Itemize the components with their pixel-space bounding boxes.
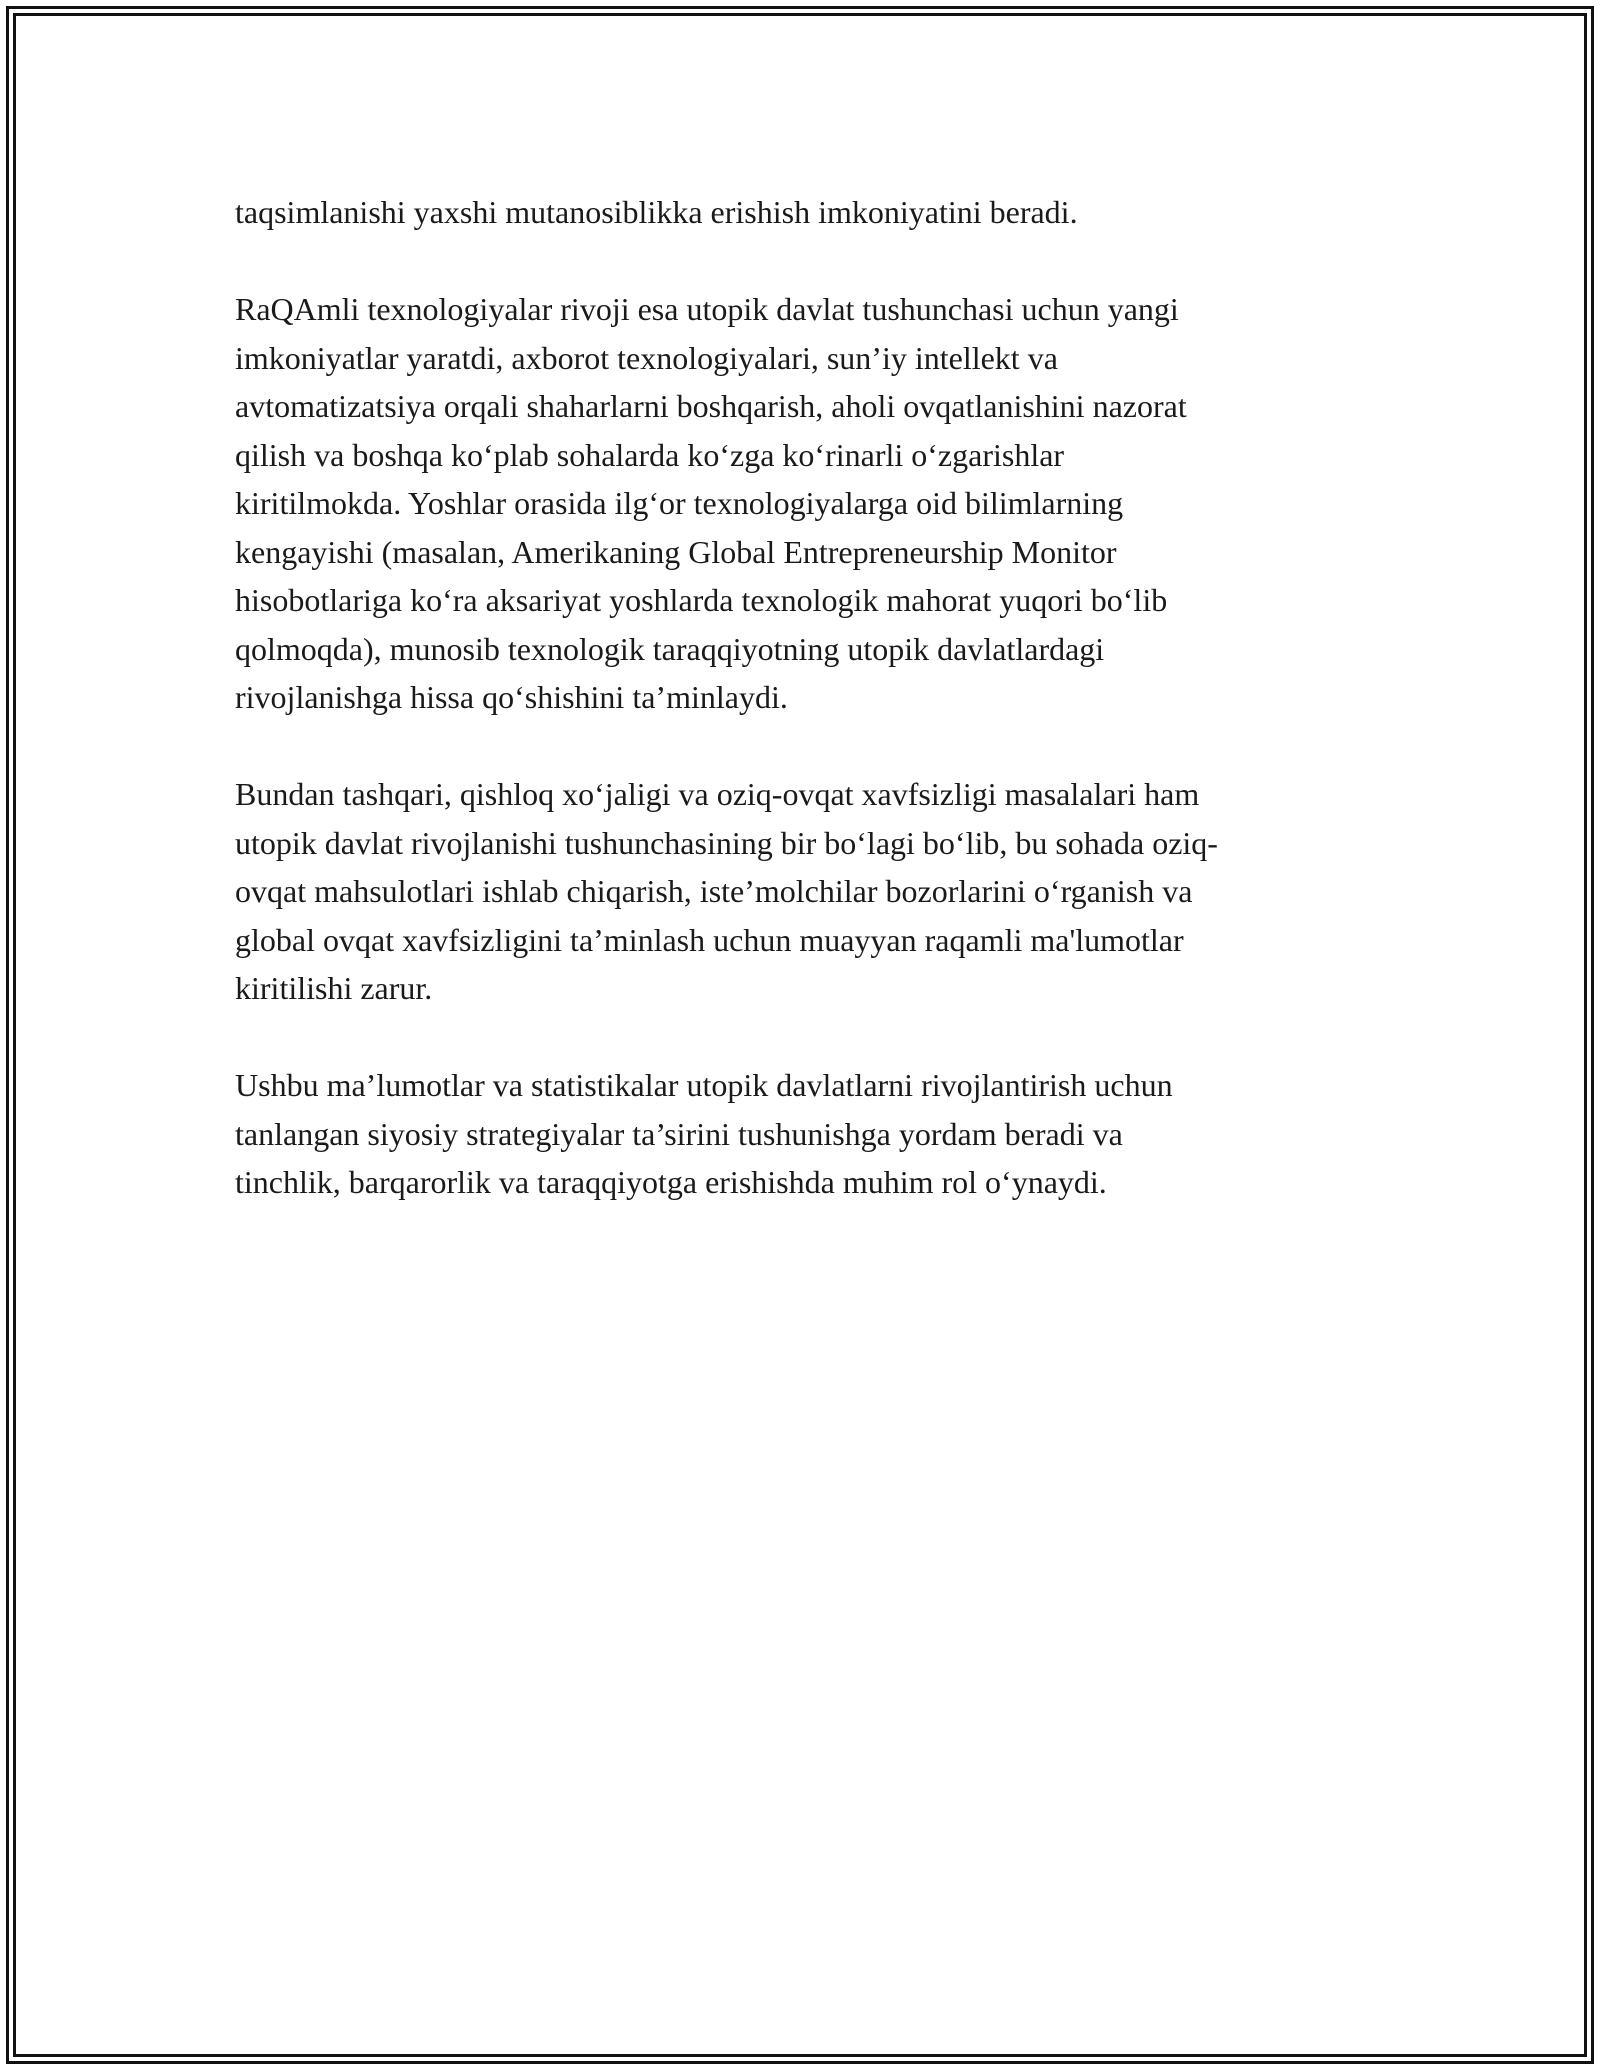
paragraph-1: [235, 188, 1375, 237]
text-line: imkoniyatlar yaratdi, axborot texnologiyalari, sun’iy intellekt va: [235, 339, 1058, 376]
text-line: avtomatizatsiya orqali shaharlarni boshqarish, aholi ovqatlanishini nazorat: [235, 388, 1187, 424]
text-line: rivojlanishga hissa qo‘shishini ta’minlaydi.: [235, 679, 788, 715]
text-line: utopik davlat rivojlanishi tushunchasining bir bo‘lagi bo‘lib, bu sohada oziq-: [235, 824, 1218, 861]
paragraph-3: [235, 770, 1375, 1013]
text-line: global ovqat xavfsizligini ta’minlash uchun muayyan raqamli ma'lumotlar: [235, 921, 1184, 958]
text-line: Bundan tashqari, qishloq xo‘jaligi va oziq-ovqat xavfsizligi masalalari ham: [235, 776, 1200, 812]
paragraph-4: [235, 1061, 1375, 1207]
text-line: RaQAmli texnologiyalar rivoji esa utopik davlat tushunchasi uchun yangi: [235, 291, 1179, 327]
text-line: qilish va boshqa ko‘plab sohalarda ko‘zga ko‘rinarli o‘zgarishlar: [235, 436, 1065, 473]
text-line: tinchlik, barqarorlik va taraqqiyotga erishishda muhim rol o‘ynaydi.: [235, 1164, 1107, 1200]
text-line: taqsimlanishi yaxshi mutanosiblikka erishish imkoniyatini beradi.: [235, 194, 1078, 230]
text-line: kengayishi (masalan, Amerikaning Global Entrepreneurship Monitor: [235, 533, 1117, 570]
paragraph-2: [235, 285, 1375, 722]
text-line: kiritilishi zarur.: [235, 970, 433, 1006]
text-line: hisobotlariga ko‘ra aksariyat yoshlarda texnologik mahorat yuqori bo‘lib: [235, 582, 1168, 618]
text-line: Ushbu ma’lumotlar va statistikalar utopik davlatlarni rivojlantirish uchun: [235, 1067, 1173, 1103]
text-line: qolmoqda), munosib texnologik taraqqiyotning utopik davlatlardagi: [235, 630, 1105, 667]
text-line: kiritilmokda. Yoshlar orasida ilg‘or texnologiyalarga oid bilimlarning: [235, 485, 1124, 521]
text-line: ovqat mahsulotlari ishlab chiqarish, iste’molchilar bozorlarini o‘rganish va: [235, 873, 1193, 909]
text-line: tanlangan siyosiy strategiyalar ta’sirini tushunishga yordam beradi va: [235, 1115, 1123, 1152]
document-body: [235, 188, 1375, 1255]
